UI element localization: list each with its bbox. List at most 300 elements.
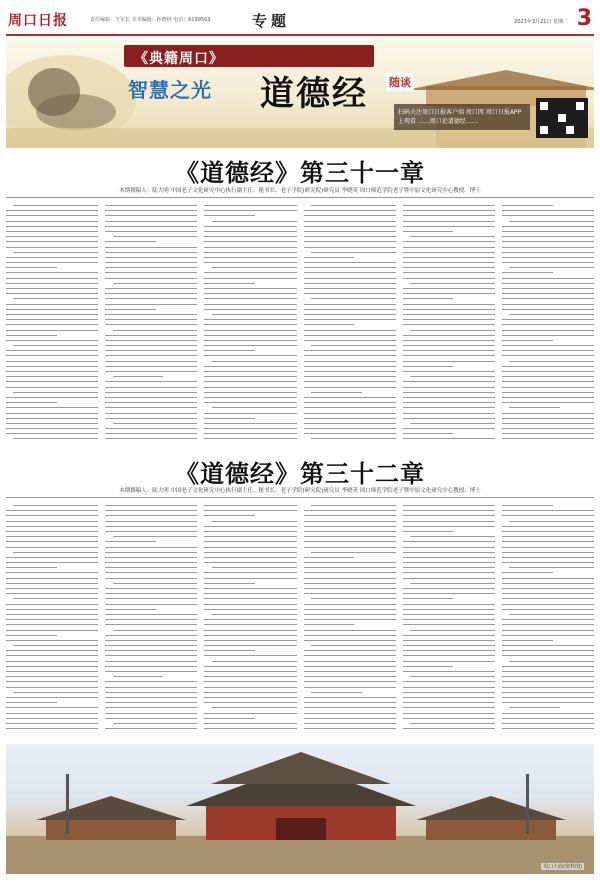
text-line [113,423,198,424]
text-line [502,676,594,677]
text-line [403,713,495,714]
text-line [403,598,454,599]
text-line [105,278,197,279]
text-line [13,252,98,253]
text-line [304,531,396,532]
text-line [13,392,98,393]
text-line [204,718,255,719]
text-line [204,676,296,677]
text-line [403,366,454,367]
text-line [6,330,98,331]
text-line [105,257,197,258]
text-line [204,231,296,232]
text-line [502,330,594,331]
text-line [502,304,594,305]
text-line [6,387,98,388]
text-line [502,598,594,599]
text-line [212,221,297,222]
text-line [6,210,98,211]
text-line [304,304,396,305]
text-line [410,283,495,284]
text-line [502,666,594,667]
text-line [502,293,594,294]
text-line [304,624,355,625]
article-2-title: 《道德经》第三十二章 [175,459,425,488]
text-line [6,319,98,320]
temple-illustration [6,744,594,874]
text-line [502,650,594,651]
text-line [6,609,98,610]
text-line [6,604,98,605]
text-line [403,718,495,719]
text-line [204,541,296,542]
text-line [304,588,396,589]
text-line [403,438,495,439]
column-banner [6,40,594,148]
text-line [105,702,197,703]
text-line [403,278,495,279]
text-line [502,309,594,310]
text-line [509,614,594,615]
text-column [502,205,594,450]
photo-caption: 周口大庙(资料图) [543,864,582,870]
text-line [6,728,98,729]
text-line [403,252,495,253]
text-line [105,371,197,372]
text-line [6,521,98,522]
text-line [204,588,296,589]
text-line [113,330,198,331]
text-line [304,376,396,377]
text-line [105,252,197,253]
text-line [105,397,197,398]
text-line [6,304,98,305]
text-line [6,666,98,667]
text-line [6,583,98,584]
app-promo: 扫码关注周口日报客户端 周口网 周口日报APP上观看 ……周口论道德经…… [394,104,530,130]
text-line [304,604,396,605]
text-line [410,630,495,631]
text-line [204,640,296,641]
text-line [403,345,495,346]
text-line [204,335,296,336]
text-line [13,205,98,206]
text-line [502,723,594,724]
text-line [410,723,495,724]
text-line [403,340,495,341]
text-line [204,697,296,698]
text-line [403,231,454,232]
text-line [204,355,296,356]
text-line [304,387,396,388]
text-line [304,371,396,372]
text-line [502,526,594,527]
text-line [502,515,594,516]
text-line [502,381,594,382]
text-line [509,521,594,522]
text-line [502,572,553,573]
text-line [311,205,396,206]
text-line [403,433,454,434]
text-line [311,345,396,346]
text-line [204,397,296,398]
text-line [105,521,197,522]
text-line [304,635,396,636]
text-line [304,215,396,216]
text-line [6,366,98,367]
text-line [304,407,396,408]
text-line [204,624,296,625]
text-line [304,335,396,336]
text-line [6,278,98,279]
text-line [204,350,255,351]
masthead [6,6,594,36]
text-line [304,272,396,273]
text-line [204,510,296,511]
text-line [6,397,98,398]
text-line [204,215,255,216]
text-line [304,293,396,294]
text-line [502,288,594,289]
text-line [304,267,396,268]
text-line [6,671,98,672]
text-line [6,541,98,542]
text-line [6,267,57,268]
article-2-divider [6,497,594,498]
text-line [6,515,98,516]
text-line [105,309,156,310]
article-1-body [6,205,594,450]
text-line [502,298,594,299]
text-line [509,407,560,408]
text-line [204,423,296,424]
text-line [6,413,98,414]
text-line [105,288,197,289]
text-line [304,340,396,341]
text-line [304,572,396,573]
text-line [502,681,594,682]
text-column [105,205,197,450]
text-line [509,314,594,315]
text-line [403,324,495,325]
text-line [502,236,594,237]
text-column [105,505,197,737]
text-line [105,262,197,263]
text-line [105,381,197,382]
text-line [502,552,594,553]
text-line [502,397,594,398]
text-line [6,510,98,511]
text-line [6,350,98,351]
text-column [403,205,495,450]
text-line [204,526,296,527]
text-line [403,671,495,672]
text-line [502,345,594,346]
text-line [105,293,197,294]
text-line [105,635,197,636]
text-line [6,293,98,294]
text-line [311,252,396,253]
column-kicker: 《典籍周口》 [134,51,224,67]
text-line [105,413,197,414]
text-line [204,645,296,646]
text-line [403,262,495,263]
text-line [403,521,495,522]
text-line [403,418,495,419]
text-line [410,330,495,331]
text-line [6,402,57,403]
text-line [204,241,296,242]
text-line [410,236,495,237]
page-number: 3 [576,6,592,31]
text-line [204,205,296,206]
text-line [403,728,495,729]
text-line [105,572,197,573]
text-line [212,267,297,268]
text-line [204,381,296,382]
text-line [105,361,197,362]
text-line [6,687,98,688]
text-line [204,713,296,714]
text-line [6,361,98,362]
text-line [6,723,98,724]
text-line [6,231,98,232]
issue-date: 2023年3月21日 星期二 [514,19,568,25]
text-line [304,402,396,403]
text-line [502,557,594,558]
text-line [204,598,296,599]
text-line [509,361,594,362]
text-line [403,335,495,336]
text-line [13,552,98,553]
text-line [403,413,495,414]
text-line [304,221,396,222]
text-line [410,423,495,424]
text-line [304,650,396,651]
text-line [403,562,495,563]
text-line [204,557,296,558]
text-line [502,718,594,719]
text-line [403,428,495,429]
editor-meta: 责任编辑：王军长 美术编辑：孙晓林 电话：6199503 [90,17,211,23]
text-line [105,666,197,667]
text-line [105,593,197,594]
text-line [304,687,396,688]
text-line [403,309,495,310]
text-line [6,407,98,408]
text-line [105,541,156,542]
text-line [204,433,296,434]
text-line [502,593,594,594]
text-line [403,361,495,362]
text-line [304,619,396,620]
text-line [304,413,396,414]
text-line [304,713,396,714]
text-line [105,418,197,419]
text-line [403,666,454,667]
text-line [403,578,495,579]
text-line [403,572,495,573]
text-line [403,221,495,222]
text-line [311,505,396,506]
text-line [6,314,98,315]
text-line [6,707,98,708]
text-line [311,692,362,693]
text-line [403,215,495,216]
text-line [204,728,296,729]
text-line [6,718,98,719]
text-line [13,505,98,506]
text-line [304,366,396,367]
text-line [6,619,98,620]
text-line [6,593,98,594]
text-line [502,376,594,377]
text-line [105,713,197,714]
text-line [304,433,396,434]
text-line [304,578,396,579]
text-line [304,288,396,289]
text-line [410,583,495,584]
column-subtitle: 智慧之光 [128,78,212,102]
text-line [204,593,296,594]
text-line [304,614,396,615]
text-line [502,350,594,351]
text-line [304,361,396,362]
text-column [403,505,495,737]
text-line [502,402,594,403]
text-line [403,681,495,682]
text-line [105,562,197,563]
text-line [105,387,197,388]
text-line [204,413,296,414]
text-line [204,692,296,693]
text-line [403,241,495,242]
text-line [204,345,296,346]
text-line [304,661,396,662]
text-line [6,630,98,631]
text-line [204,547,296,548]
text-line [502,604,594,605]
text-line [311,645,396,646]
text-line [204,247,296,248]
text-line [6,288,98,289]
text-line [6,428,98,429]
text-line [105,247,197,248]
text-line [304,671,396,672]
text-line [502,355,594,356]
text-line [204,252,296,253]
text-line [403,697,495,698]
text-line [105,578,197,579]
text-line [204,578,296,579]
text-line [304,562,396,563]
text-line [105,438,197,439]
text-line [304,515,396,516]
text-line [204,609,296,610]
text-line [304,723,396,724]
text-line [502,319,594,320]
text-line [403,609,495,610]
text-line [204,438,296,439]
text-line [6,215,98,216]
text-line [6,335,57,336]
text-line [304,247,396,248]
text-line [105,515,197,516]
text-line [204,210,296,211]
text-line [502,371,594,372]
text-line [311,392,362,393]
text-line [6,262,98,263]
text-line [304,257,355,258]
text-line [403,541,495,542]
text-column [502,505,594,737]
text-line [304,609,396,610]
text-line [304,210,396,211]
text-line [212,614,297,615]
text-line [304,226,396,227]
text-line [105,205,197,206]
text-line [509,221,594,222]
text-line [304,593,396,594]
text-line [403,304,495,305]
text-line [204,428,296,429]
text-line [304,319,396,320]
text-line [6,272,98,273]
text-line [6,557,98,558]
text-line [6,578,98,579]
text-line [212,407,297,408]
text-line [410,676,495,677]
text-line [304,397,396,398]
text-line [105,345,197,346]
text-line [403,604,495,605]
text-line [502,547,594,548]
text-line [113,376,164,377]
text-line [204,702,296,703]
text-line [204,635,296,636]
text-line [13,598,98,599]
text-line [304,583,396,584]
text-line [6,340,98,341]
text-line [204,376,296,377]
text-line [6,531,98,532]
text-line [311,598,396,599]
text-line [304,423,396,424]
text-line [502,438,594,439]
text-line [105,319,197,320]
text-line [403,205,495,206]
text-line [105,272,197,273]
text-line [105,552,197,553]
text-line [105,687,197,688]
text-line [13,645,98,646]
text-line [403,210,495,211]
text-line [304,640,396,641]
text-line [105,619,197,620]
text-line [113,283,198,284]
text-line [304,547,396,548]
text-line [6,655,98,656]
text-line [204,418,255,419]
text-line [204,309,296,310]
text-line [403,650,495,651]
text-line [502,433,594,434]
text-line [403,505,495,506]
text-line [204,552,296,553]
text-line [502,272,553,273]
text-line [105,655,197,656]
text-line [105,557,197,558]
